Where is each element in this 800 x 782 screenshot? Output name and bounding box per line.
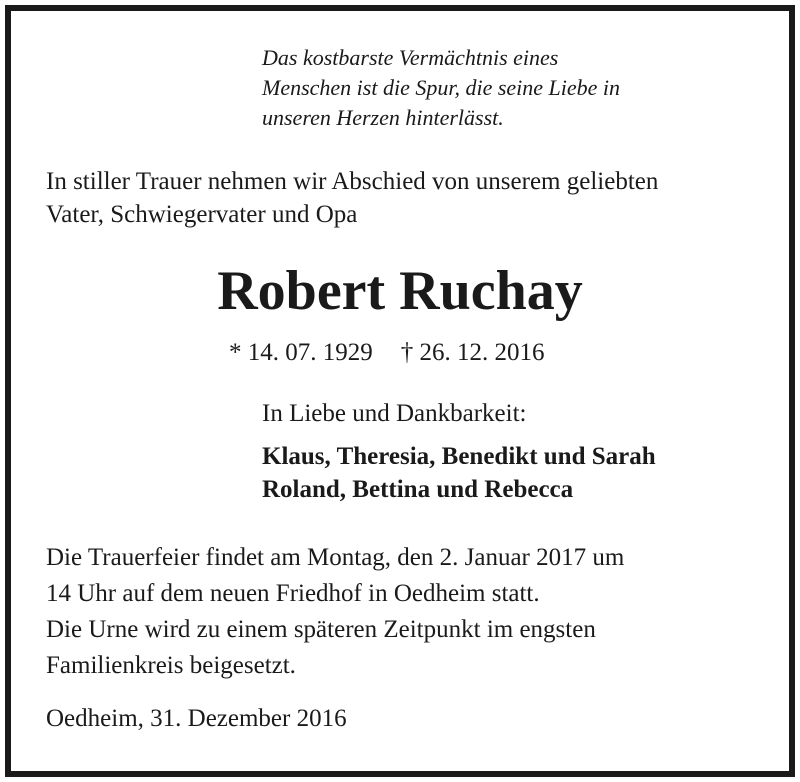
quote-line: Das kostbarste Vermächtnis eines <box>262 45 559 70</box>
funeral-line: Die Urne wird zu einem späteren Zeitpunkt im engsten <box>46 616 596 643</box>
place-and-date: Oedheim, 31. Dezember 2016 <box>46 705 347 732</box>
quote-line: Menschen ist die Spur, die seine Liebe in <box>262 75 621 100</box>
birth-date: * 14. 07. 1929 <box>229 339 373 366</box>
death-date: † 26. 12. 2016 <box>400 339 545 366</box>
mourners-heading: In Liebe und Dankbarkeit: <box>262 400 527 427</box>
funeral-line: Familienkreis beigesetzt. <box>46 652 296 679</box>
mourners-line: Roland, Bettina und Rebecca <box>262 476 574 503</box>
quote-line: unseren Herzen hinterlässt. <box>262 105 504 130</box>
funeral-line: 14 Uhr auf dem neuen Friedhof in Oedheim statt. <box>46 580 540 607</box>
life-dates <box>229 337 545 369</box>
funeral-info <box>46 540 624 684</box>
funeral-line: Die Trauerfeier findet am Montag, den 2. Januar 2017 um <box>46 544 625 571</box>
deceased-name: Robert Ruchay <box>217 260 583 322</box>
memorial-quote <box>262 43 742 133</box>
intro-text <box>46 165 658 231</box>
intro-line: In stiller Trauer nehmen wir Abschied von unserem geliebten <box>46 168 659 195</box>
mourners-list <box>262 440 656 506</box>
mourners-line: Klaus, Theresia, Benedikt und Sarah <box>262 443 656 470</box>
intro-line: Vater, Schwiegervater und Opa <box>46 201 358 228</box>
